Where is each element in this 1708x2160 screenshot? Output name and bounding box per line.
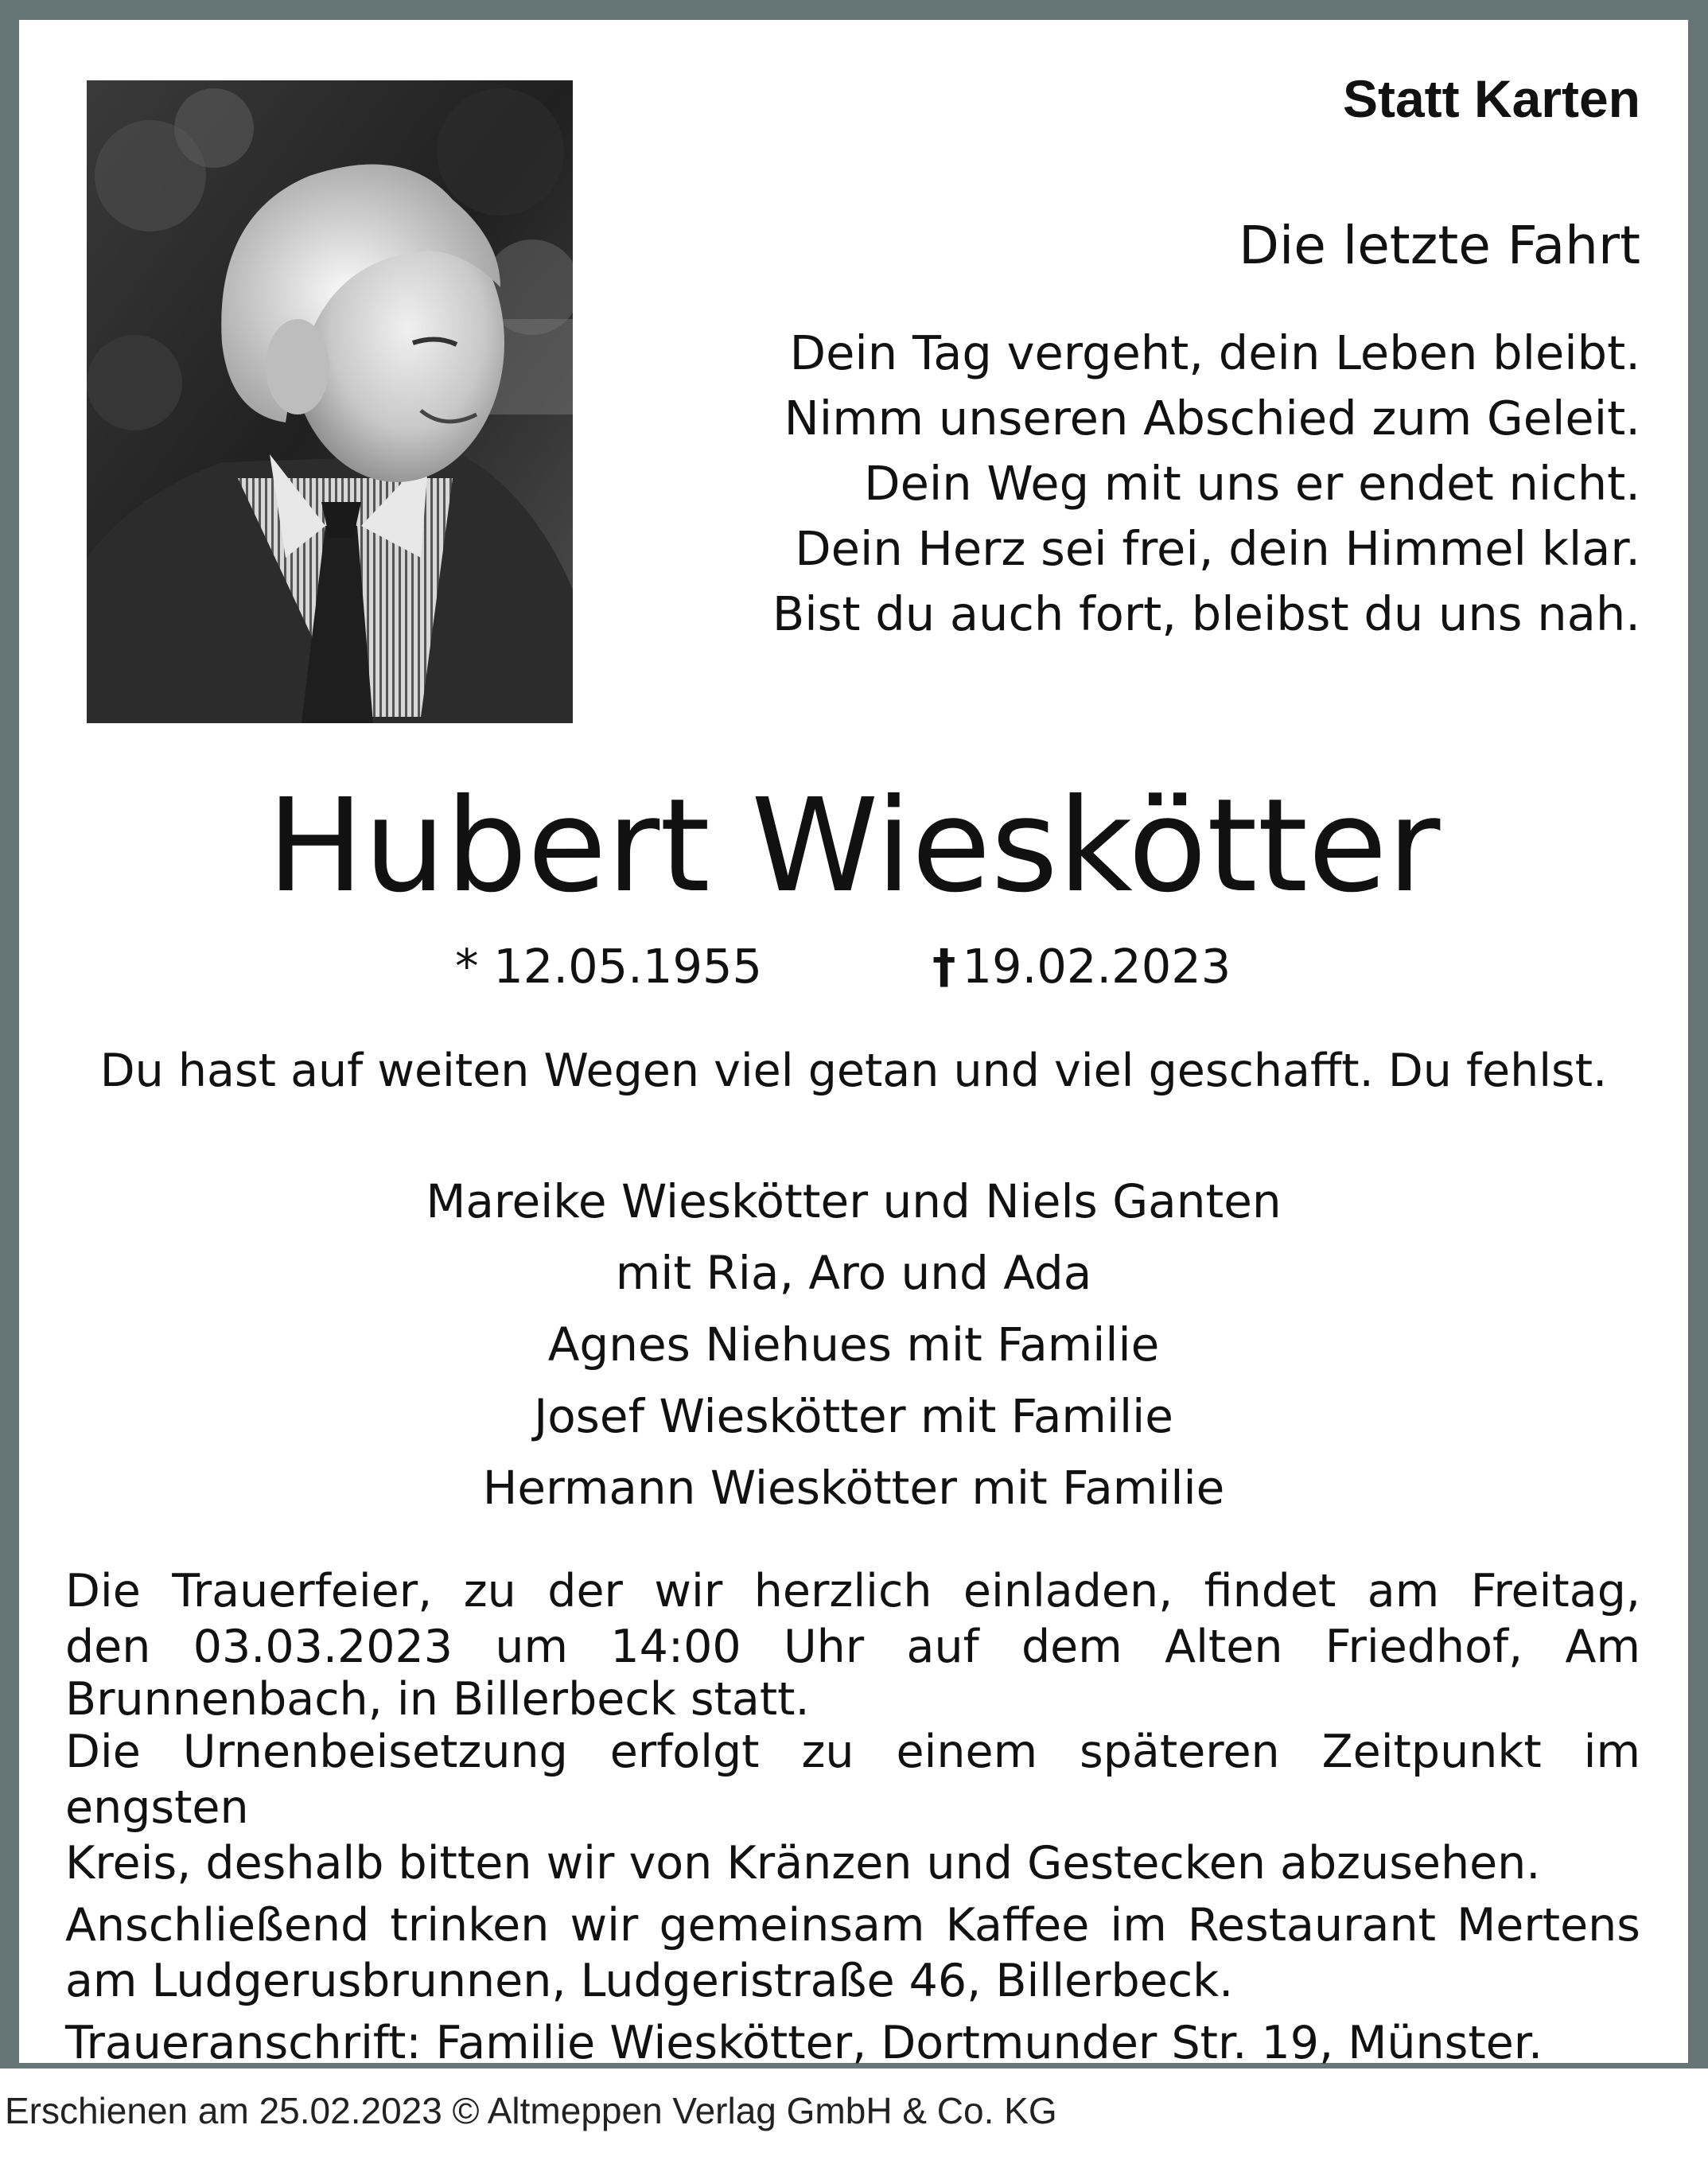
life-dates bbox=[19, 939, 1688, 1002]
ceremony-info bbox=[65, 1563, 1640, 2071]
mourner-line: Josef Wieskötter mit Familie bbox=[534, 1389, 1173, 1443]
poem-line: Nimm unseren Abschied zum Geleit. bbox=[784, 391, 1640, 446]
mourner-line: Mareike Wieskötter und Niels Ganten bbox=[426, 1174, 1282, 1228]
poem bbox=[772, 321, 1640, 647]
mourner-line: mit Ria, Aro und Ada bbox=[615, 1246, 1092, 1300]
poem-line: Dein Herz sei frei, dein Himmel klar. bbox=[795, 521, 1640, 576]
publication-footer: Erschienen am 25.02.2023 © Altmeppen Verlag GmbH & Co. KG bbox=[5, 2090, 1057, 2131]
poem-line: Dein Weg mit uns er endet nicht. bbox=[864, 456, 1640, 511]
urn-text-line: Die Urnenbeisetzung erfolgt zu einem späteren Zeitpunkt im engsten bbox=[65, 1726, 1640, 1834]
statt-karten-label: Statt Karten bbox=[1342, 69, 1640, 128]
mourner-line: Agnes Niehues mit Familie bbox=[547, 1317, 1160, 1372]
mourners-list bbox=[19, 1166, 1688, 1524]
poem-line: Bist du auch fort, bleibst du uns nah. bbox=[772, 586, 1640, 641]
portrait-photo bbox=[87, 80, 573, 723]
tagline: Du hast auf weiten Wegen viel getan und viel geschafft. Du fehlst. bbox=[99, 1045, 1608, 1097]
cross-icon: † bbox=[932, 939, 956, 994]
ceremony-text-line: den 03.03.2023 um 14:00 Uhr auf dem Alten Friedhof, Am bbox=[65, 1621, 1640, 1673]
ceremony-text-line: Die Trauerfeier, zu der wir herzlich einladen, findet am Freitag, bbox=[65, 1565, 1640, 1617]
coffee-text-line: am Ludgerusbrunnen, Ludgeristraße 46, Billerbeck. bbox=[65, 1955, 1234, 2007]
mourner-line: Hermann Wieskötter mit Familie bbox=[482, 1461, 1225, 1515]
poem-title: Die letzte Fahrt bbox=[1239, 215, 1640, 276]
poem-line: Dein Tag vergeht, dein Leben bleibt. bbox=[789, 325, 1640, 380]
mourning-address: Traueranschrift: Familie Wieskötter, Dortmunder Str. 19, Münster. bbox=[65, 2017, 1543, 2069]
birth-date: * 12.05.1955 bbox=[455, 939, 763, 994]
urn-text-line: Kreis, deshalb bitten wir von Kränzen und Gestecken abzusehen. bbox=[65, 1837, 1541, 1890]
deceased-name: Hubert Wieskötter bbox=[267, 772, 1441, 921]
obituary-card bbox=[19, 20, 1688, 2069]
death-date-group bbox=[932, 939, 1231, 994]
coffee-text-line: Anschließend trinken wir gemeinsam Kaffee im Restaurant Mertens bbox=[65, 1899, 1640, 1952]
death-date: 19.02.2023 bbox=[962, 939, 1231, 994]
ceremony-text-line: Brunnenbach, in Billerbeck statt. bbox=[65, 1673, 810, 1726]
